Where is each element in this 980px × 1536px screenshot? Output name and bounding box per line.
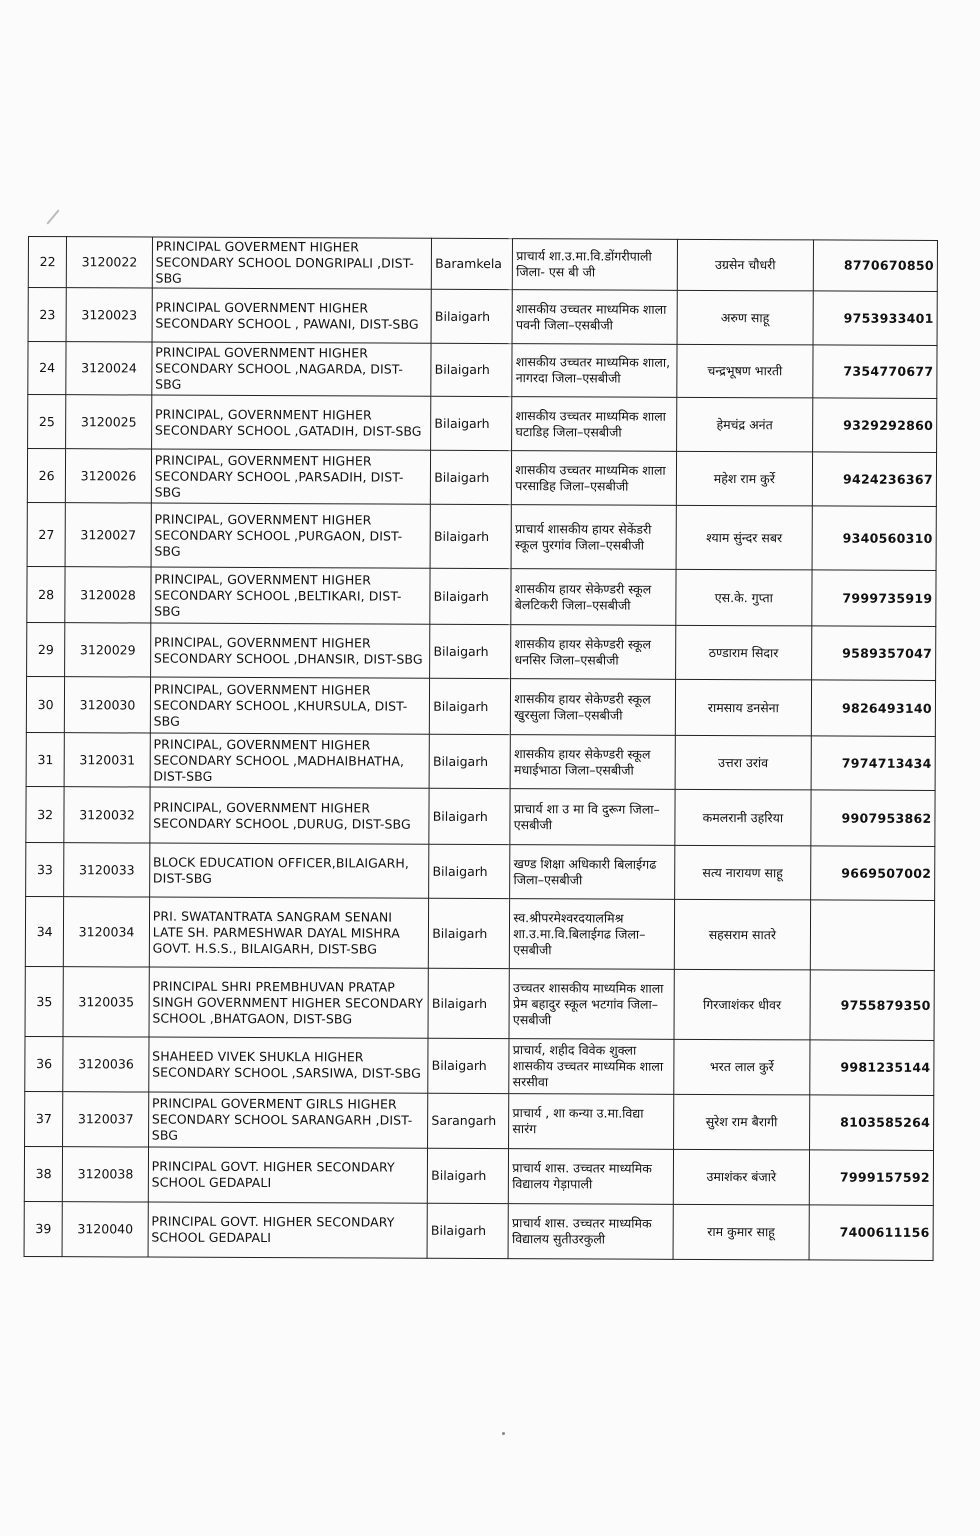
school-name-cell: PRINCIPAL GOVERMENT GIRLS HIGHER SECONDARY SCHOOL SARANGARH ,DIST-SBG bbox=[148, 1092, 428, 1148]
school-name-cell: PRI. SWATANTRATA SANGRAM SENANI LATE SH. PARMESHWAR DAYAL MISHRA GOVT. H.S.S., BILAIGARH, DIST-SBG bbox=[149, 897, 429, 968]
contact-person-cell: गिरजाशंकर धीवर bbox=[674, 969, 811, 1040]
school-code-cell: 3120027 bbox=[65, 503, 151, 567]
school-name-cell: PRINCIPAL, GOVERNMENT HIGHER SECONDARY SCHOOL ,GATADIH, DIST-SBG bbox=[151, 395, 431, 450]
school-code-cell: 3120028 bbox=[65, 567, 151, 623]
hindi-name-cell: प्राचार्य शास. उच्चतर माध्यमिक विद्यालय सुतीउरकुली bbox=[508, 1204, 673, 1260]
hindi-name-cell: प्राचार्य , शा कन्या उ.मा.विद्या सारंग bbox=[509, 1094, 674, 1150]
scan-dot bbox=[502, 1432, 505, 1435]
school-name-cell: PRINCIPAL GOVERNMENT HIGHER SECONDARY SCHOOL ,NAGARDA, DIST-SBG bbox=[152, 342, 432, 396]
school-code-cell: 3120024 bbox=[66, 342, 152, 395]
block-cell: Bilaigarh bbox=[430, 504, 511, 568]
school-code-cell: 3120026 bbox=[66, 449, 152, 503]
serial-number-cell: 24 bbox=[28, 342, 67, 395]
table-row bbox=[24, 1201, 933, 1260]
school-name-cell: PRINCIPAL SHRI PREMBHUVAN PRATAP SINGH GOVERNMENT HIGHER SECONDARY SCHOOL ,BHATGAON, DIST-SBG bbox=[149, 967, 429, 1038]
block-cell: Bilaigarh bbox=[429, 788, 510, 844]
block-cell: Bilaigarh bbox=[429, 734, 510, 788]
block-cell: Bilaigarh bbox=[428, 968, 509, 1038]
block-cell: Baramkela bbox=[432, 238, 513, 289]
phone-number-cell: 9424236367 bbox=[813, 452, 937, 507]
school-name-cell: PRINCIPAL, GOVERNMENT HIGHER SECONDARY SCHOOL ,BELTIKARI, DIST-SBG bbox=[151, 567, 431, 624]
hindi-name-cell: शासकीय हायर सेकेण्डरी स्कूल मधाईभाठा जिला–एसबीजी bbox=[510, 735, 675, 790]
school-name-cell: PRINCIPAL, GOVERNMENT HIGHER SECONDARY SCHOOL ,KHURSULA, DIST-SBG bbox=[150, 677, 430, 734]
school-name-cell: PRINCIPAL GOVT. HIGHER SECONDARY SCHOOL GEDAPALI bbox=[148, 1202, 428, 1258]
phone-number-cell: 9753933401 bbox=[813, 291, 937, 346]
phone-number-cell: 7400611156 bbox=[809, 1205, 933, 1261]
contact-person-cell: अरुण साहू bbox=[677, 290, 814, 345]
school-name-cell: PRINCIPAL GOVT. HIGHER SECONDARY SCHOOL GEDAPALI bbox=[148, 1147, 428, 1203]
scan-mark bbox=[46, 209, 59, 224]
phone-number-cell: 9826493140 bbox=[812, 680, 936, 737]
serial-number-cell: 32 bbox=[26, 786, 65, 842]
contact-person-cell: भरत लाल कुर्रे bbox=[673, 1039, 810, 1095]
block-cell: Bilaigarh bbox=[428, 1148, 509, 1203]
table-row bbox=[26, 676, 935, 736]
contact-person-cell: उत्तरा उरांव bbox=[675, 735, 812, 790]
school-code-cell: 3120040 bbox=[62, 1202, 148, 1257]
serial-number-cell: 34 bbox=[25, 896, 64, 966]
serial-number-cell: 33 bbox=[26, 842, 65, 896]
hindi-name-cell: उच्चतर शासकीय माध्यमिक शाला प्रेम बहादुर स्कूल भटगांव जिला–एसबीजी bbox=[509, 969, 674, 1040]
table-row bbox=[27, 449, 936, 507]
contact-person-cell: एस.के. गुप्ता bbox=[675, 569, 812, 626]
phone-number-cell: 7354770677 bbox=[813, 345, 937, 399]
school-code-cell: 3120030 bbox=[65, 677, 151, 733]
hindi-name-cell: प्राचार्य, शहीद विवेक शुक्ला शासकीय उच्चतर माध्यमिक शाला सरसीवा bbox=[509, 1039, 674, 1095]
block-cell: Bilaigarh bbox=[431, 450, 512, 504]
block-cell: Bilaigarh bbox=[428, 1038, 509, 1093]
school-code-cell: 3120034 bbox=[64, 897, 150, 967]
block-cell: Bilaigarh bbox=[429, 898, 510, 968]
hindi-name-cell: शासकीय उच्चतर माध्यमिक शाला परसाडिह जिला–एसबीजी bbox=[512, 451, 677, 506]
contact-person-cell: उमाशंकर बंजारे bbox=[673, 1149, 810, 1205]
table-row bbox=[26, 842, 935, 900]
serial-number-cell: 25 bbox=[28, 395, 67, 449]
table-row bbox=[27, 622, 936, 680]
block-cell: Bilaigarh bbox=[431, 289, 512, 343]
serial-number-cell: 36 bbox=[25, 1036, 64, 1091]
serial-number-cell: 27 bbox=[27, 502, 66, 566]
school-code-cell: 3120035 bbox=[63, 967, 149, 1037]
block-cell: Bilaigarh bbox=[431, 343, 512, 396]
phone-number-cell: 9589357047 bbox=[812, 626, 936, 681]
school-name-cell: PRINCIPAL, GOVERNMENT HIGHER SECONDARY SCHOOL ,MADHAIBHATHA, DIST-SBG bbox=[150, 733, 430, 788]
serial-number-cell: 35 bbox=[25, 966, 64, 1036]
phone-number-cell: 8103585264 bbox=[810, 1095, 934, 1151]
hindi-name-cell: शासकीय उच्चतर माध्यमिक शाला पवनी जिला–एसबीजी bbox=[512, 290, 677, 345]
school-code-cell: 3120036 bbox=[63, 1037, 149, 1092]
school-name-cell: PRINCIPAL, GOVERNMENT HIGHER SECONDARY SCHOOL ,PURGAON, DIST-SBG bbox=[151, 503, 431, 568]
serial-number-cell: 23 bbox=[28, 288, 67, 342]
serial-number-cell: 30 bbox=[26, 676, 65, 732]
school-name-cell: SHAHEED VIVEK SHUKLA HIGHER SECONDARY SCHOOL ,SARSIWA, DIST-SBG bbox=[149, 1037, 429, 1093]
table-row bbox=[25, 896, 934, 970]
serial-number-cell: 26 bbox=[27, 449, 66, 503]
table-row bbox=[25, 1091, 934, 1150]
block-cell: Bilaigarh bbox=[429, 844, 510, 898]
contact-person-cell: ठण्डाराम सिदार bbox=[675, 625, 812, 680]
table-row bbox=[24, 1146, 933, 1205]
serial-number-cell: 37 bbox=[25, 1091, 64, 1146]
hindi-name-cell: शासकीय उच्चतर माध्यमिक शाला, नागरदा जिला–एसबीजी bbox=[512, 344, 677, 398]
school-code-cell: 3120032 bbox=[64, 787, 150, 843]
school-code-cell: 3120037 bbox=[63, 1092, 149, 1147]
contact-person-cell: हेमचंद्र अनंत bbox=[676, 397, 813, 452]
table-row bbox=[28, 288, 937, 346]
block-cell: Bilaigarh bbox=[427, 1203, 508, 1258]
table-row bbox=[28, 342, 937, 399]
serial-number-cell: 38 bbox=[24, 1146, 63, 1201]
school-name-cell: BLOCK EDUCATION OFFICER,BILAIGARH, DIST-SBG bbox=[149, 843, 429, 898]
contact-person-cell: श्याम सुंन्दर सबर bbox=[676, 505, 813, 570]
phone-number-cell: 7974713434 bbox=[811, 736, 935, 791]
contact-person-cell: चन्द्रभूषण भारती bbox=[676, 344, 813, 398]
school-code-cell: 3120025 bbox=[66, 395, 152, 449]
school-code-cell: 3120022 bbox=[67, 237, 153, 288]
table-row bbox=[27, 502, 936, 570]
school-contact-table bbox=[24, 236, 938, 1261]
school-name-cell: PRINCIPAL, GOVERNMENT HIGHER SECONDARY SCHOOL ,DURUG, DIST-SBG bbox=[150, 787, 430, 844]
hindi-name-cell: प्राचार्य शा उ मा वि दुरूग जिला–एसबीजी bbox=[510, 789, 675, 846]
table-row bbox=[26, 786, 935, 846]
phone-number-cell: 8770670850 bbox=[813, 240, 937, 292]
phone-number-cell: 9755879350 bbox=[810, 970, 934, 1041]
phone-number-cell: 7999157592 bbox=[809, 1150, 933, 1206]
hindi-name-cell: प्राचार्य शास. उच्चतर माध्यमिक विद्यालय गेड़ापाली bbox=[509, 1149, 674, 1205]
school-code-cell: 3120023 bbox=[66, 288, 152, 342]
serial-number-cell: 31 bbox=[26, 732, 65, 786]
contact-person-cell: कमलरानी उहरिया bbox=[674, 789, 811, 846]
phone-number-cell: 9981235144 bbox=[810, 1040, 934, 1096]
hindi-name-cell: खण्ड शिक्षा अधिकारी बिलाईगढ जिला–एसबीजी bbox=[510, 845, 675, 900]
hindi-name-cell: शासकीय हायर सेकेण्डरी स्कूल धनसिर जिला–एसबीजी bbox=[511, 625, 676, 680]
serial-number-cell: 29 bbox=[27, 622, 66, 676]
hindi-name-cell: शासकीय हायर सेकेण्डरी स्कूल बेलटिकरी जिला–एसबीजी bbox=[511, 569, 676, 626]
phone-number-cell: 9340560310 bbox=[812, 506, 936, 571]
phone-number-cell: 9329292860 bbox=[813, 398, 937, 453]
school-name-cell: PRINCIPAL, GOVERNMENT HIGHER SECONDARY SCHOOL ,PARSADIH, DIST-SBG bbox=[151, 449, 431, 504]
table-row bbox=[26, 732, 935, 790]
phone-number-cell bbox=[811, 900, 935, 971]
serial-number-cell: 28 bbox=[27, 566, 66, 622]
block-cell: Bilaigarh bbox=[430, 568, 511, 624]
table-row bbox=[28, 395, 937, 453]
block-cell: Bilaigarh bbox=[430, 624, 511, 678]
hindi-name-cell: स्व.श्रीपरमेश्वरदयालमिश्र शा.उ.मा.वि.बिलाईगढ जिला–एसबीजी bbox=[510, 899, 675, 970]
school-name-cell: PRINCIPAL GOVERNMENT HIGHER SECONDARY SCHOOL , PAWANI, DIST-SBG bbox=[152, 288, 432, 343]
contact-person-cell: सत्य नारायण साहू bbox=[674, 845, 811, 900]
block-cell: Bilaigarh bbox=[430, 678, 511, 734]
contact-person-cell: सुरेश राम बैरागी bbox=[673, 1094, 810, 1150]
school-code-cell: 3120038 bbox=[63, 1147, 149, 1202]
block-cell: Bilaigarh bbox=[431, 396, 512, 450]
contact-person-cell: सहसराम सातरे bbox=[674, 899, 811, 970]
table-body bbox=[24, 237, 937, 1261]
table-row bbox=[25, 1036, 934, 1095]
table-row bbox=[25, 966, 934, 1040]
hindi-name-cell: शासकीय उच्चतर माध्यमिक शाला घटाडिह जिला–एसबीजी bbox=[512, 397, 677, 452]
school-name-cell: PRINCIPAL GOVERMENT HIGHER SECONDARY SCHOOL DONGRIPALI ,DIST-SBG bbox=[152, 237, 432, 289]
table-row bbox=[27, 566, 936, 626]
hindi-name-cell: प्राचार्य शासकीय हायर सेकेंडरी स्कूल पुरगांव जिला–एसबीजी bbox=[511, 505, 676, 570]
school-name-cell: PRINCIPAL, GOVERNMENT HIGHER SECONDARY SCHOOL ,DHANSIR, DIST-SBG bbox=[150, 623, 430, 678]
serial-number-cell: 39 bbox=[24, 1201, 63, 1256]
phone-number-cell: 9669507002 bbox=[811, 846, 935, 901]
block-cell: Sarangarh bbox=[428, 1093, 509, 1148]
hindi-name-cell: प्राचार्य शा.उ.मा.वि.डोंगरीपाली जिला- एस बी जी bbox=[513, 239, 678, 291]
school-code-cell: 3120029 bbox=[65, 623, 151, 677]
contact-person-cell: राम कुमार साहू bbox=[673, 1204, 810, 1260]
hindi-name-cell: शासकीय हायर सेकेण्डरी स्कूल खुरसुला जिला–एसबीजी bbox=[511, 679, 676, 736]
school-code-cell: 3120031 bbox=[65, 733, 151, 787]
phone-number-cell: 9907953862 bbox=[811, 790, 935, 847]
contact-person-cell: महेश राम कुर्रे bbox=[676, 451, 813, 506]
contact-person-cell: रामसाय डनसेना bbox=[675, 679, 812, 736]
school-code-cell: 3120033 bbox=[64, 843, 150, 897]
phone-number-cell: 7999735919 bbox=[812, 570, 936, 627]
table-row bbox=[28, 237, 937, 292]
contact-person-cell: उग्रसेन चौधरी bbox=[677, 239, 814, 291]
serial-number-cell: 22 bbox=[28, 237, 67, 288]
